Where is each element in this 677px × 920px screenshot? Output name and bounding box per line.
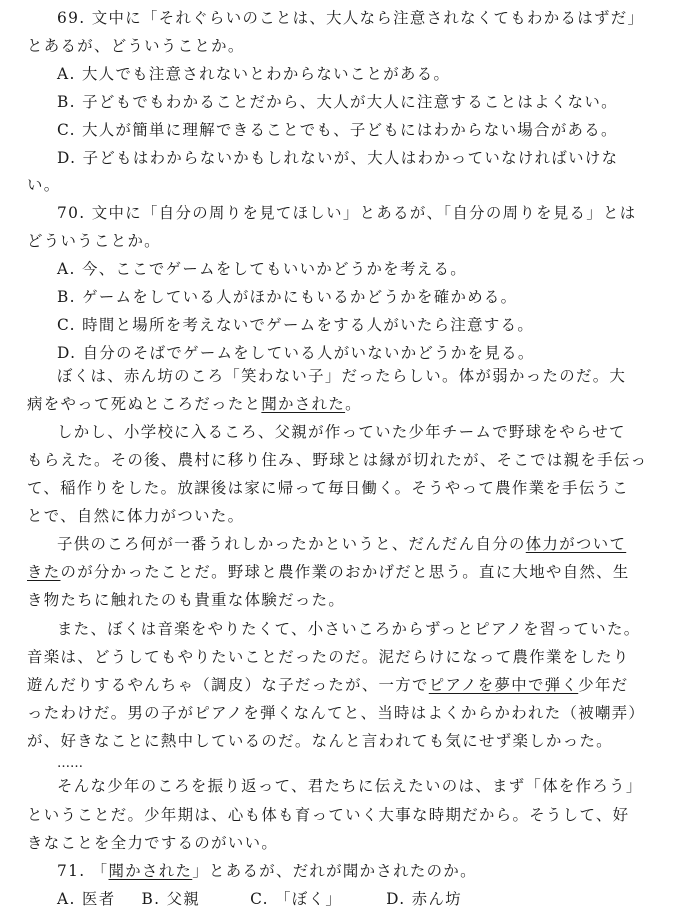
q71-stem [57,861,477,881]
passage-p4-line3 [27,675,628,695]
q69-number: 69. [57,9,86,27]
option-text: 子どもでもわかることだから、大人が大人に注意することはよくない。 [82,93,618,111]
q69-stem-line2: とあるが、どういうことか。 [27,37,245,55]
passage-text: 遊んだりするやんちゃ（調皮）な子だったが、一方で [27,676,429,694]
option-text: 医者 [81,890,116,908]
passage-p4-line5: が、好きなことに熱中しているのだ。なんと言われても気にせず楽しかった。 [27,732,613,750]
passage-text: 病をやって死ぬところだったと [27,395,262,413]
q69-option-d[interactable] [57,148,618,168]
q71-option-a[interactable] [57,890,115,908]
q69-option-d-continued: い。 [27,176,61,194]
q71-option-d[interactable] [386,890,462,908]
q69-stem-text: 文中に「それぐらいのことは、大人なら注意されなくてもわかるはずだ」 [91,9,645,27]
q70-option-a[interactable] [57,259,467,279]
option-label: B. [141,890,161,908]
q69-option-b[interactable] [57,92,618,112]
option-text: 赤ん坊 [411,890,463,908]
q70-option-b[interactable] [57,287,517,307]
passage-p3-line1 [57,534,626,554]
option-label: A. [57,890,76,908]
q70-option-c[interactable] [57,315,534,335]
q70-stem-text: 文中に「自分の周りを見てほしい」とあるが、「自分の周りを見る」とは [91,204,637,222]
passage-p3-line3: き物たちに触れたのも貴重な体験だった。 [27,591,346,609]
passage-p1-line2 [27,394,362,414]
passage-p5-line2: ということだ。少年期は、心も体も育っていく大事な時期だから。そうして、好 [27,806,630,824]
passage-p1-line1: ぼくは、赤ん坊のころ「笑わない子」だったらしい。体が弱かったのだ。大 [57,367,627,385]
option-label: C. [57,316,76,334]
q71-option-c[interactable] [250,890,342,908]
underlined-phrase-tairyoku: 体力がついて [525,535,627,553]
option-text: 今、ここでゲームをしてもいいかどうかを考える。 [81,260,468,278]
passage-p3-line2 [27,562,630,582]
option-label: A. [57,260,76,278]
underlined-phrase-kikasareta: 聞かされた [108,862,193,880]
passage-ellipsis: …… [57,756,83,771]
q70-stem-line2: どういうことか。 [27,232,161,250]
option-label: C. [57,121,76,139]
underlined-phrase-kikasareta: 聞かされた [261,395,346,413]
q69-stem-line1 [57,8,644,28]
option-label: B. [57,93,76,111]
q71-option-b[interactable] [141,890,200,908]
q71-number: 71. [57,862,86,880]
passage-text: 。 [345,395,362,413]
option-label: D. [386,890,406,908]
option-text: 父親 [166,890,201,908]
passage-p4-line2: 音楽は、どうしてもやりたいことだったのだ。泥だらけになって農作業をしたり [27,648,630,666]
passage-p2-line1: しかし、小学校に入るころ、父親が作っていた少年チームで野球をやらせて [57,423,626,441]
passage-p2-line3: て、稲作りをした。放課後は家に帰って毎日働く。そうやって農作業を手伝うこ [27,479,630,497]
passage-p5-line3 [27,833,278,853]
q71-stem-text: 」とあるが、だれが聞かされたのか。 [192,862,477,880]
q70-stem-line1 [57,203,637,223]
passage-p4-line1: また、ぼくは音楽をやりたくて、小さいころからずっとピアノを習っていた。 [57,620,641,638]
q70-option-d[interactable] [57,343,535,363]
option-label: A. [57,65,76,83]
option-label: D. [57,344,77,362]
passage-text: のが分かったことだ。野球と農作業のおかげだと思う。直に大地や自然、生 [60,563,630,581]
option-text: 時間と場所を考えないでゲームをする人がいたら注意する。 [82,316,535,334]
underlined-phrase-kita: きた [27,563,61,581]
option-text: 子どもはわからないかもしれないが、大人はわかっていなければいけな [82,149,619,167]
q70-number: 70. [57,204,86,222]
bracket-open: 「 [91,862,109,880]
option-label: B. [57,288,76,306]
passage-p2-line2: もらえた。その後、農村に移り住み、野球とは縁が切れたが、そこでは親を手伝っ [27,451,648,469]
q71-options-row [57,889,462,909]
option-label: C. [250,890,269,908]
option-text: 大人が簡単に理解できることでも、子どもにはわからない場合がある。 [82,121,618,139]
option-text: 「ぼく」 [275,890,343,908]
passage-p2-line4: とで、自然に体力がついた。 [27,507,245,525]
option-label: D. [57,149,77,167]
option-text: 大人でも注意されないとわからないことがある。 [81,65,451,83]
passage-text: 少年だ [578,676,629,694]
passage-p5-line1: そんな少年のころを振り返って、君たちに伝えたいのは、まず「体を作ろう」 [57,777,643,795]
underlined-phrase-piano: ピアノを夢中で弾く [428,676,579,694]
passage-p4-line4: ったわけだ。男の子がピアノを弾くなんてと、当時はよくからかわれた（被嘲弄） [27,704,646,722]
passage-text: きなことを全力でするのがいい。 [27,834,279,852]
option-text: 自分のそばでゲームをしている人がいないかどうかを見る。 [82,344,535,362]
option-text: ゲームをしている人がほかにもいるかどうかを確かめる。 [82,288,518,306]
passage-text: 子供のころ何が一番うれしかったかというと、だんだん自分の [57,535,526,553]
q69-option-c[interactable] [57,120,618,140]
q69-option-a[interactable] [57,64,450,84]
